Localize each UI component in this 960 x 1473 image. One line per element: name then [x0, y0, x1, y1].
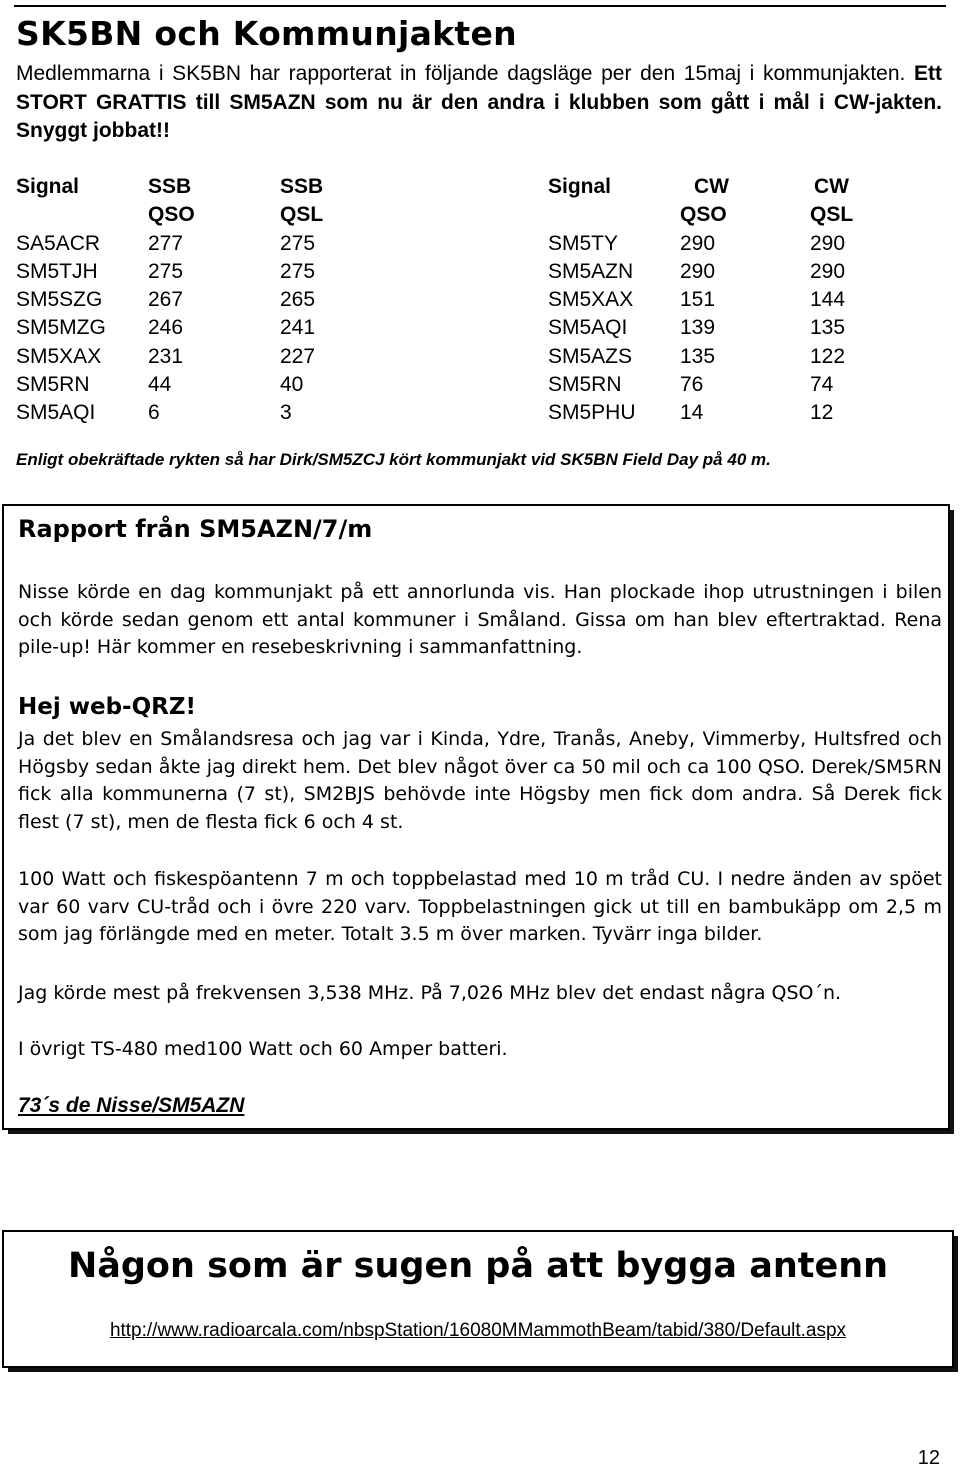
signal-cell: SM5XAX [16, 344, 102, 368]
qsl-cell: 122 [810, 344, 846, 368]
qso-cell: 246 [148, 316, 184, 340]
signal-cell: SM5XAX [548, 288, 634, 312]
table-row [548, 314, 948, 342]
qso-cell: 290 [680, 231, 716, 255]
ssb-header-qsl-sub: QSL [280, 203, 324, 227]
qsl-cell: 275 [280, 259, 316, 283]
signal-cell: SM5RN [16, 373, 90, 397]
qso-cell: 231 [148, 344, 184, 368]
signal-cell: SM5AZS [548, 344, 633, 368]
qso-cell: 14 [680, 401, 704, 425]
ssb-header-signal: Signal [16, 175, 80, 198]
qso-cell: 135 [680, 344, 716, 368]
antenna-heading: Någon som är sugen på att bygga antenn [67, 1246, 889, 1286]
qso-cell: 44 [148, 373, 172, 397]
cw-header-qso-sub: QSO [680, 203, 727, 227]
cw-header-signal: Signal [548, 175, 612, 198]
report-paragraph-2: 100 Watt och fiskespöantenn 7 m och toppbelastad med 10 m tråd CU. I nedre änden av spöet var 60 varv CU-tråd och i övre 220 varv. Toppbelastningen gick ut till en bambukäpp om 2,5 m som jag förlängde med en meter. Totalt 3.5 m över marken. Tyvärr inga bilder. [18, 868, 942, 945]
table-row [16, 399, 436, 427]
qso-cell: 6 [148, 401, 160, 425]
qso-cell: 139 [680, 316, 716, 340]
report-intro: Nisse körde en dag kommunjakt på ett annorlunda vis. Han plockade ihop utrustningen i bilen och körde sedan genom ett antal kommuner i Småland. Gissa om han blev eftertraktad. Rena pile-up! Här kommer en resebeskrivning i sammanfattning. [18, 581, 942, 658]
signal-cell: SA5ACR [16, 231, 101, 255]
qsl-cell: 275 [280, 231, 316, 255]
signal-cell: SM5RN [548, 373, 622, 397]
qsl-cell: 290 [810, 259, 846, 283]
table-row [16, 371, 436, 399]
page-number: 12 [917, 1447, 940, 1469]
qso-cell: 277 [148, 231, 184, 255]
top-rule [14, 5, 946, 7]
table-row [548, 286, 948, 314]
qsl-cell: 3 [280, 401, 292, 425]
qsl-cell: 12 [810, 401, 834, 425]
report-paragraph-3: Jag körde mest på frekvensen 3,538 MHz. På 7,026 MHz blev det endast några QSO´n. [18, 982, 842, 1004]
ssb-table [16, 173, 436, 428]
report-box [2, 504, 950, 1130]
cw-header-qsl: CW [814, 175, 849, 198]
intro-text: Medlemmarna i SK5BN har rapporterat in följande dagsläge per den 15maj i kommunjakten. [16, 62, 906, 85]
intro-highlight: Ett STORT GRATTIS till SM5AZN som nu är den andra i klubben som gått i mål i CW-jakten. Snyggt jobbat!! [16, 62, 942, 142]
antenna-link[interactable]: http://www.radioarcala.com/nbspStation/16080MMammothBeam/tabid/380/Default.aspx [109, 1320, 847, 1341]
signal-cell: SM5AQI [548, 316, 628, 340]
qsl-cell: 74 [810, 373, 834, 397]
qsl-cell: 135 [810, 316, 846, 340]
ssb-header-qso: SSB [148, 175, 192, 198]
qsl-cell: 241 [280, 316, 316, 340]
table-row [548, 343, 948, 371]
report-greeting: Hej web-QRZ! [18, 694, 197, 720]
table-row [548, 399, 948, 427]
signal-cell: SM5PHU [548, 401, 636, 425]
rumor-note: Enligt obekräftade rykten så har Dirk/SM5ZCJ kört kommunjakt vid SK5BN Field Day på 40 m. [16, 450, 771, 469]
qso-cell: 267 [148, 288, 184, 312]
table-row [16, 343, 436, 371]
qsl-cell: 290 [810, 231, 846, 255]
intro-paragraph [16, 60, 942, 146]
table-row [548, 371, 948, 399]
report-heading: Rapport från SM5AZN/7/m [18, 515, 373, 543]
signal-cell: SM5AZN [548, 259, 634, 283]
table-row [16, 286, 436, 314]
cw-table [548, 173, 948, 428]
signal-cell: SM5SZG [16, 288, 103, 312]
ssb-header-qso-sub: QSO [148, 203, 195, 227]
ssb-header-qsl: SSB [280, 175, 324, 198]
qso-cell: 76 [680, 373, 704, 397]
table-row [16, 230, 436, 258]
report-paragraph-4: I övrigt TS-480 med100 Watt och 60 Amper batteri. [18, 1038, 508, 1060]
qsl-cell: 265 [280, 288, 316, 312]
qsl-cell: 40 [280, 373, 304, 397]
report-signoff: 73´s de Nisse/SM5AZN [18, 1094, 245, 1117]
qso-cell: 275 [148, 259, 184, 283]
table-row [16, 258, 436, 286]
cw-header-qsl-sub: QSL [810, 203, 854, 227]
signal-cell: SM5TY [548, 231, 619, 255]
signal-cell: SM5MZG [16, 316, 106, 340]
table-row [548, 230, 948, 258]
antenna-box [2, 1230, 954, 1368]
signal-cell: SM5AQI [16, 401, 96, 425]
table-row [548, 258, 948, 286]
qso-cell: 290 [680, 259, 716, 283]
report-paragraph-1: Ja det blev en Smålandsresa och jag var i Kinda, Ydre, Tranås, Aneby, Vimmerby, Hultsfred och Högsby sedan åkte jag direkt hem. Det blev något över ca 50 mil och ca 100 QSO. Derek/SM5RN fick alla kommunerna (7 st), SM2BJS behövde inte Högsby men fick dom andra. Så Derek fick flest (7 st), men de flesta fick 6 och 4 st. [18, 728, 942, 833]
signal-cell: SM5TJH [16, 259, 98, 283]
qsl-cell: 227 [280, 344, 316, 368]
table-row [16, 314, 436, 342]
page-title: SK5BN och Kommunjakten [16, 14, 517, 53]
qso-cell: 151 [680, 288, 716, 312]
cw-header-qso: CW [694, 175, 729, 198]
qsl-cell: 144 [810, 288, 846, 312]
